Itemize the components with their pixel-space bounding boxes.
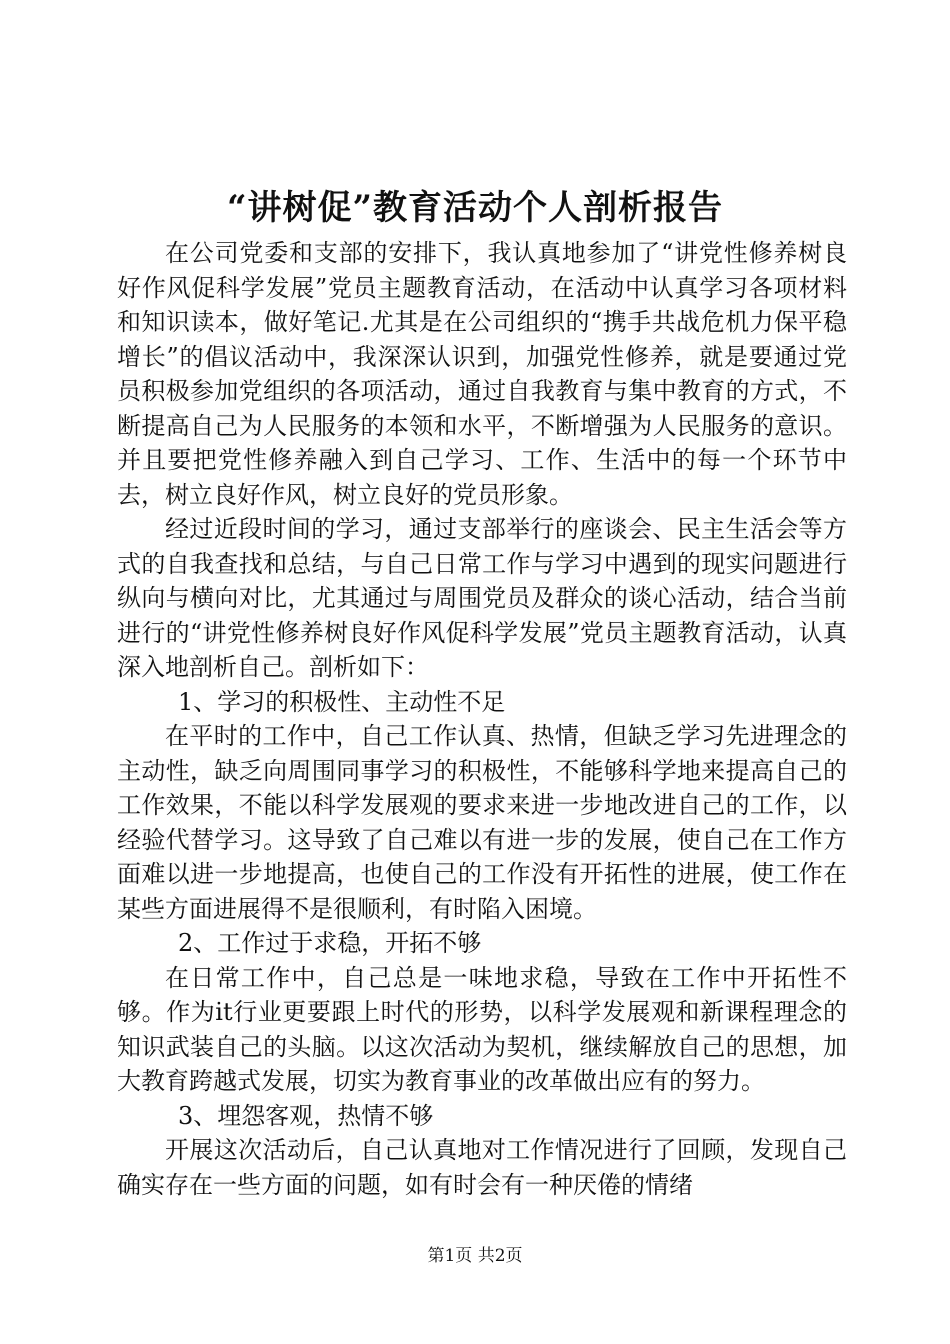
section-heading-2: 2、工作过于求稳，开拓不够	[178, 929, 482, 957]
intro-paragraph-2: 经过近段时间的学习，通过支部举行的座谈会、民主生活会等方式的自我查找和总结，与自己日常工作与学习中遇到的现实问题进行纵向与横向对比，尤其通过与周围党员及群众的谈心活动，结合当前进行的“讲党性修养树良好作风促科学发展”党员主题教育活动，认真深入地剖析自己。剖析如下：	[117, 515, 847, 681]
document-title: “讲树促”教育活动个人剖析报告	[226, 188, 724, 228]
section-paragraph-2: 在日常工作中，自己总是一味地求稳，导致在工作中开拓性不够。作为it行业更要跟上时代的形势，以科学发展观和新课程理念的知识武装自己的头脑。以这次活动为契机，继续解放自己的思想，加大教育跨越式发展，切实为教育事业的改革做出应有的努力。	[117, 963, 847, 1095]
document-body	[117, 236, 847, 1202]
intro-paragraph-1: 在公司党委和支部的安排下，我认真地参加了“讲党性修养树良好作风促科学发展”党员主题教育活动，在活动中认真学习各项材料和知识读本，做好笔记.尤其是在公司组织的“携手共战危机力保平稳增长”的倡议活动中，我深深认识到，加强党性修养，就是要通过党员积极参加党组织的各项活动，通过自我教育与集中教育的方式，不断提高自己为人民服务的本领和水平，不断增强为人民服务的意识。并且要把党性修养融入到自己学习、工作、生活中的每一个环节中去，树立良好作风，树立良好的党员形象。	[117, 239, 847, 509]
section-heading-1: 1、学习的积极性、主动性不足	[178, 687, 506, 716]
page-footer: 第1页 共2页	[427, 1246, 523, 1266]
section-paragraph-1: 在平时的工作中，自己工作认真、热情，但缺乏学习先进理念的主动性，缺乏向周围同事学习的积极性，不能够科学地来提高自己的工作效果，不能以科学发展观的要求来进一步地改进自己的工作，以经验代替学习。这导致了自己难以有进一步的发展，使自己在工作方面难以进一步地提高，也使自己的工作没有开拓性的进展，使工作在某些方面进展得不是很顺利，有时陷入困境。	[117, 722, 847, 923]
section-heading-3: 3、埋怨客观，热情不够	[178, 1101, 434, 1130]
section-paragraph-3: 开展这次活动后，自己认真地对工作情况进行了回顾，发现自己确实存在一些方面的问题，如有时会有一种厌倦的情绪	[117, 1136, 847, 1199]
